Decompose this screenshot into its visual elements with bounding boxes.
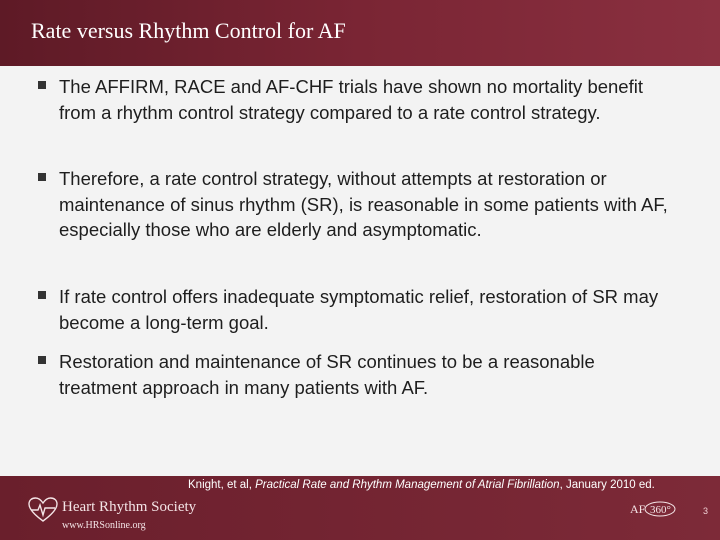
org-name: Heart Rhythm Society: [62, 499, 197, 515]
citation-edition: , January 2010 ed.: [559, 479, 655, 491]
citation-title: Practical Rate and Rhythm Management of Atrial Fibrillation: [255, 479, 560, 491]
bullet-text: Restoration and maintenance of SR continues to be a reasonable treatment approach in many patients with AF.: [59, 351, 595, 398]
header-bar: [0, 0, 720, 66]
heart-logo-icon: [28, 497, 58, 523]
page-number: 3: [703, 506, 709, 516]
af-360-logo-icon: [628, 498, 678, 520]
slide-title: Rate versus Rhythm Control for AF: [31, 18, 346, 43]
bullet-item: [38, 74, 678, 125]
svg-text:360°: 360°: [650, 504, 671, 516]
footer-url[interactable]: www.HRSonline.org: [62, 520, 146, 531]
bullet-item: [38, 166, 678, 243]
bullet-item: [38, 284, 678, 335]
slide-content: [0, 66, 720, 476]
bullet-text: If rate control offers inadequate symptomatic relief, restoration of SR may become a long-term goal.: [59, 286, 659, 333]
bullet-square-icon: [38, 173, 46, 181]
bullet-text: The AFFIRM, RACE and AF-CHF trials have shown no mortality benefit from a rhythm control strategy compared to a rate control strategy.: [59, 76, 643, 123]
bullet-square-icon: [38, 356, 46, 364]
bullet-square-icon: [38, 291, 46, 299]
bullet-item: [38, 349, 678, 400]
citation-authors: Knight, et al,: [188, 479, 256, 491]
svg-text:AF: AF: [630, 502, 646, 516]
bullet-square-icon: [38, 81, 46, 89]
bullet-text: Therefore, a rate control strategy, without attempts at restoration or maintenance of sinus rhythm (SR), is reasonable in some patients with AF, especially those who are elderly and asymptomatic.: [59, 168, 668, 240]
citation: [188, 479, 655, 491]
